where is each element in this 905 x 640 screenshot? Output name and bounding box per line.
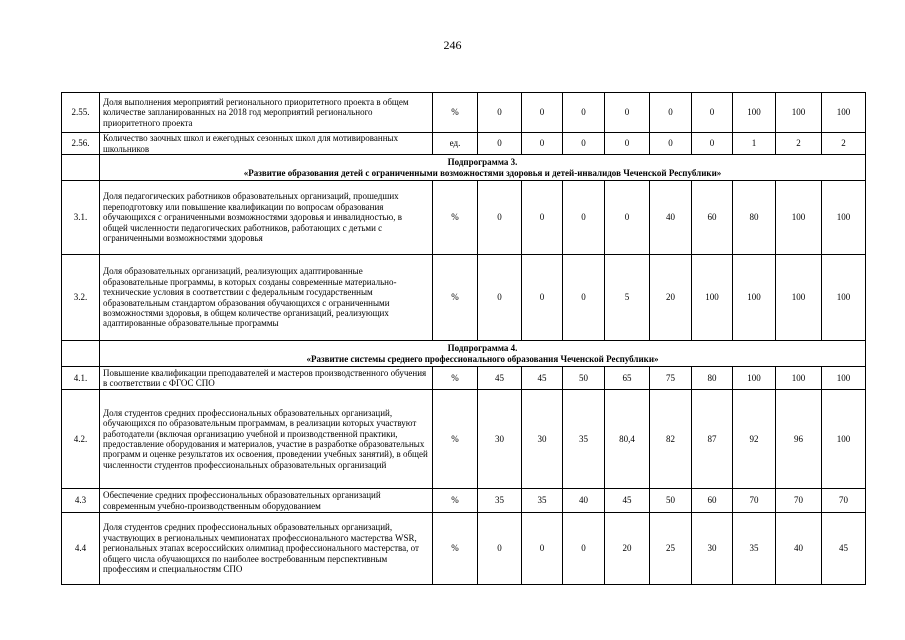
value-cell: 100: [776, 93, 822, 133]
unit-cell: %: [433, 181, 478, 255]
value-cell: 70: [776, 489, 822, 513]
value-cell: 100: [822, 181, 866, 255]
value-cell: 100: [822, 93, 866, 133]
value-cell: 20: [650, 255, 692, 341]
value-cell: 0: [522, 93, 563, 133]
value-cell: 0: [692, 133, 733, 155]
table-row: [62, 489, 866, 513]
value-cell: 0: [478, 513, 522, 585]
indicators-table: [61, 92, 866, 585]
indicator-description: Доля студентов средних профессиональных образовательных организаций, обучающихся по образовательным программам, в реализации которых участвуют работодатели (включая организацию учебной и производственной практики, предоставление оборудования и материалов, участие в разработке образовательных программ и оценке результатов их освоения, проведении учебных занятий), в общей численности студентов профессиональных образовательных организаций: [100, 390, 433, 489]
subprogram-header-row: [62, 341, 866, 367]
unit-cell: %: [433, 489, 478, 513]
value-cell: 92: [733, 390, 776, 489]
subprogram-title: [100, 155, 866, 181]
value-cell: 70: [822, 489, 866, 513]
value-cell: 82: [650, 390, 692, 489]
value-cell: 0: [522, 133, 563, 155]
value-cell: 0: [563, 255, 605, 341]
value-cell: 60: [692, 489, 733, 513]
subprogram-name: «Развитие образования детей с ограниченными возможностями здоровья и детей-инвалидов Чеченской Республики»: [243, 167, 722, 178]
indicator-description: Обеспечение средних профессиональных образовательных организаций современным учебно-производственным оборудованием: [100, 489, 433, 513]
unit-cell: %: [433, 367, 478, 390]
unit-cell: ед.: [433, 133, 478, 155]
value-cell: 0: [478, 93, 522, 133]
table-row: [62, 181, 866, 255]
value-cell: 0: [605, 133, 650, 155]
value-cell: 5: [605, 255, 650, 341]
value-cell: 0: [478, 255, 522, 341]
value-cell: 100: [692, 255, 733, 341]
value-cell: 0: [605, 93, 650, 133]
value-cell: 100: [733, 93, 776, 133]
subprogram-name: «Развитие системы среднего профессионального образования Чеченской Республики»: [306, 353, 659, 364]
value-cell: 100: [822, 390, 866, 489]
unit-cell: %: [433, 390, 478, 489]
indicator-description: Доля педагогических работников образовательных организаций, прошедших переподготовку или повышение квалификации по вопросам образования обучающихся с ограниченными возможностями здоровья и инвалидностью, в общей численности педагогических работников, работающих с детьми с ограниченными возможностями здоровья: [100, 181, 433, 255]
value-cell: 40: [563, 489, 605, 513]
indicator-description: Доля студентов средних профессиональных образовательных организаций, участвующих в региональных чемпионатах профессионального мастерства WSR, региональных этапах всероссийских олимпиад профессионального мастерства, от общего числа обучающихся по наиболее востребованным перспективным профессиям и специальностям СПО: [100, 513, 433, 585]
value-cell: 40: [776, 513, 822, 585]
unit-cell: %: [433, 513, 478, 585]
value-cell: 1: [733, 133, 776, 155]
page-number: 246: [443, 38, 462, 52]
value-cell: 80,4: [605, 390, 650, 489]
value-cell: 0: [563, 93, 605, 133]
value-cell: 0: [563, 513, 605, 585]
value-cell: 100: [776, 181, 822, 255]
value-cell: 0: [605, 181, 650, 255]
value-cell: 2: [822, 133, 866, 155]
unit-cell: %: [433, 93, 478, 133]
value-cell: 65: [605, 367, 650, 390]
subprogram-number: Подпрограмма 4.: [447, 343, 518, 354]
value-cell: 45: [822, 513, 866, 585]
value-cell: 45: [522, 367, 563, 390]
table-row: [62, 390, 866, 489]
value-cell: 0: [522, 255, 563, 341]
value-cell: 0: [650, 93, 692, 133]
value-cell: 100: [822, 367, 866, 390]
value-cell: 0: [692, 93, 733, 133]
indicator-description: Количество заочных школ и ежегодных сезонных школ для мотивированных школьников: [100, 133, 433, 155]
indicator-description: Доля выполнения мероприятий регионального приоритетного проекта в общем количестве запланированных на 2018 год мероприятий регионального приоритетного проекта: [100, 93, 433, 133]
row-number: 3.2.: [62, 255, 100, 341]
row-number: 4.2.: [62, 390, 100, 489]
table-row: [62, 133, 866, 155]
value-cell: 0: [563, 181, 605, 255]
value-cell: 50: [563, 367, 605, 390]
subprogram-header-row: [62, 155, 866, 181]
value-cell: 0: [650, 133, 692, 155]
value-cell: 35: [478, 489, 522, 513]
row-number: 2.56.: [62, 133, 100, 155]
value-cell: 35: [563, 390, 605, 489]
value-cell: 100: [733, 367, 776, 390]
value-cell: 20: [605, 513, 650, 585]
value-cell: 100: [733, 255, 776, 341]
value-cell: 100: [776, 367, 822, 390]
value-cell: 25: [650, 513, 692, 585]
table-row: [62, 93, 866, 133]
value-cell: 80: [692, 367, 733, 390]
indicator-description: Повышение квалификации преподавателей и мастеров производственного обучения в соответствии с ФГОС СПО: [100, 367, 433, 390]
value-cell: 100: [822, 255, 866, 341]
value-cell: 80: [733, 181, 776, 255]
value-cell: 0: [522, 513, 563, 585]
row-number-cell: [62, 341, 100, 367]
subprogram-title: [100, 341, 866, 367]
value-cell: 35: [522, 489, 563, 513]
value-cell: 0: [478, 133, 522, 155]
value-cell: 2: [776, 133, 822, 155]
subprogram-number: Подпрограмма 3.: [447, 157, 518, 168]
row-number: 4.1.: [62, 367, 100, 390]
value-cell: 0: [563, 133, 605, 155]
value-cell: 30: [522, 390, 563, 489]
row-number: 4.3: [62, 489, 100, 513]
value-cell: 45: [478, 367, 522, 390]
row-number: 2.55.: [62, 93, 100, 133]
table-row: [62, 513, 866, 585]
value-cell: 96: [776, 390, 822, 489]
value-cell: 30: [478, 390, 522, 489]
value-cell: 0: [478, 181, 522, 255]
value-cell: 60: [692, 181, 733, 255]
value-cell: 50: [650, 489, 692, 513]
value-cell: 0: [522, 181, 563, 255]
row-number-cell: [62, 155, 100, 181]
value-cell: 40: [650, 181, 692, 255]
value-cell: 100: [776, 255, 822, 341]
value-cell: 87: [692, 390, 733, 489]
unit-cell: %: [433, 255, 478, 341]
value-cell: 35: [733, 513, 776, 585]
row-number: 4.4: [62, 513, 100, 585]
value-cell: 70: [733, 489, 776, 513]
value-cell: 75: [650, 367, 692, 390]
value-cell: 30: [692, 513, 733, 585]
value-cell: 45: [605, 489, 650, 513]
table-row: [62, 367, 866, 390]
row-number: 3.1.: [62, 181, 100, 255]
table-row: [62, 255, 866, 341]
indicator-description: Доля образовательных организаций, реализующих адаптированные образовательные программы, в которых созданы современные материально-технические условия в соответствии с федеральным государственным образовательным стандартом образования обучающихся с ограниченными возможностями здоровья, в общем количестве организаций, реализующих адаптированные образовательные программы: [100, 255, 433, 341]
